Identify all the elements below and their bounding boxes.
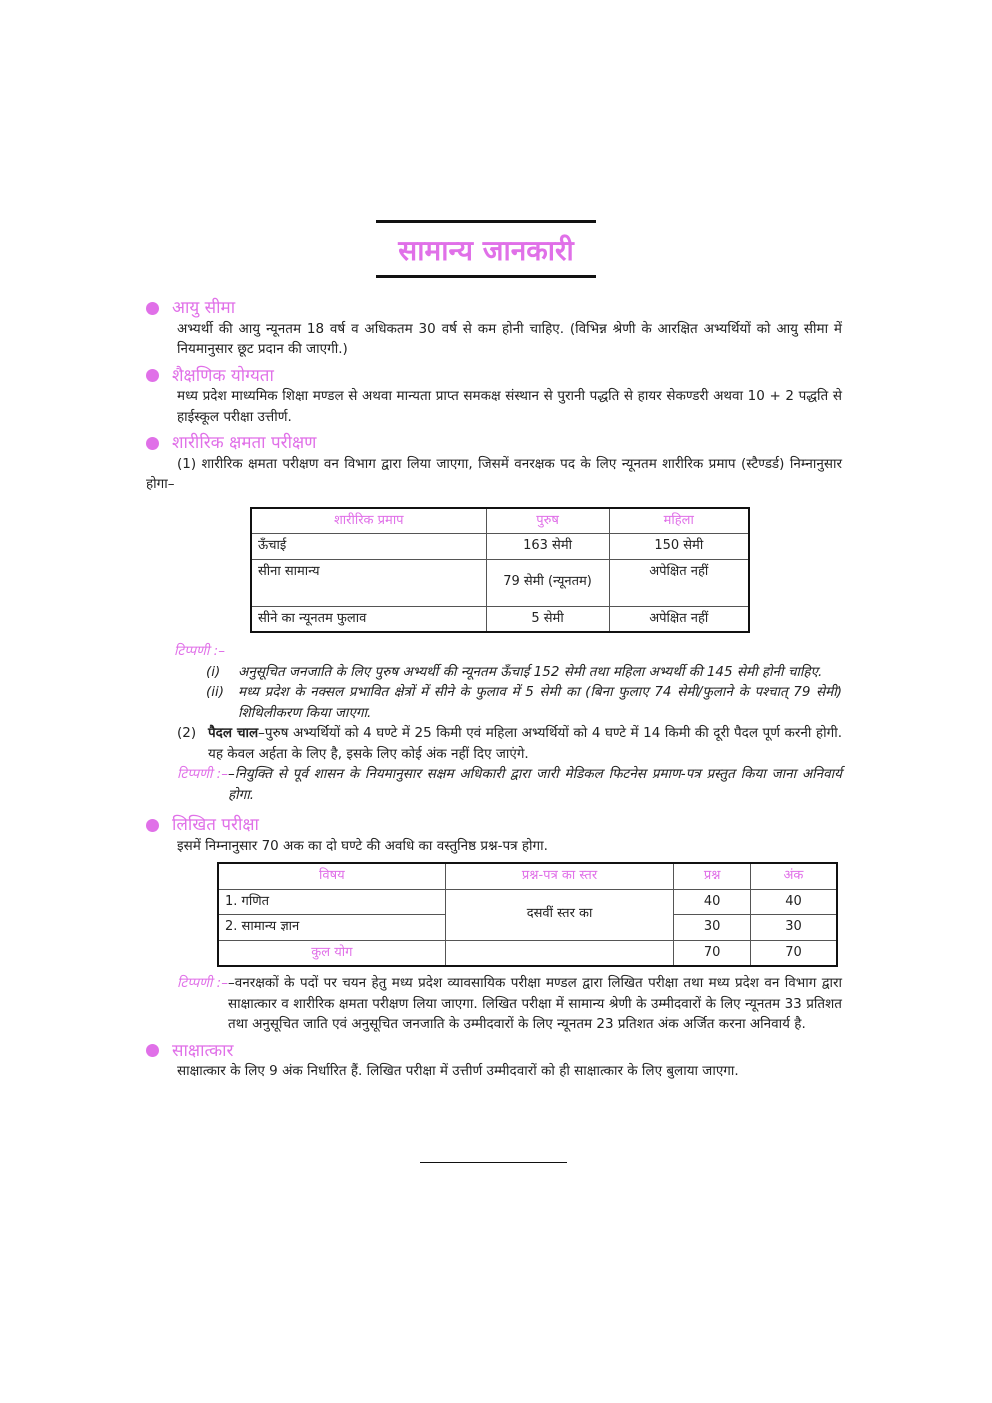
cell: 30 — [674, 915, 751, 941]
col-header: पुरुष — [486, 508, 609, 534]
medical-note — [146, 764, 842, 805]
content — [146, 292, 842, 1082]
written-exam-table — [217, 862, 838, 967]
cell: सीने का न्यूनतम फुलाव — [251, 606, 486, 632]
note-label: टिप्पणी :– — [177, 975, 228, 991]
heading-text: लिखित परीक्षा — [172, 815, 259, 835]
heading-edu — [146, 366, 842, 387]
cell: 1. गणित — [218, 889, 445, 915]
heading-text: साक्षात्कार — [172, 1040, 234, 1061]
heading-text: आयु सीमा — [172, 298, 236, 318]
cell: 40 — [674, 889, 751, 915]
heading-text: शारीरिक क्षमता परीक्षण — [172, 433, 317, 453]
written-text: इसमें निम्नानुसार 70 अक का दो घण्टे की अवधि का वस्तुनिष्ठ प्रश्न-पत्र होगा. — [177, 837, 548, 854]
heading-physical — [146, 433, 842, 454]
cell: सीना सामान्य — [251, 559, 486, 606]
item-number: (2) — [177, 725, 197, 741]
cell — [445, 940, 674, 966]
col-header: प्रश्न — [674, 863, 751, 889]
note-label: टिप्पणी :– — [177, 766, 228, 782]
heading-text: शैक्षणिक योग्यता — [172, 365, 274, 386]
total-row — [218, 940, 837, 966]
cell: 30 — [750, 915, 837, 941]
cell: 79 सेमी (न्यूनतम) — [486, 559, 609, 606]
note-label: टिप्पणी :– — [174, 643, 225, 659]
heading-age — [146, 298, 842, 319]
col-header: प्रश्न-पत्र का स्तर — [445, 863, 674, 889]
bullet-icon — [146, 302, 159, 315]
cell: 2. सामान्य ज्ञान — [218, 915, 445, 941]
table-row — [251, 606, 749, 632]
cell: 5 सेमी — [486, 606, 609, 632]
cell: 40 — [750, 889, 837, 915]
cell: दसवीं स्तर का — [445, 889, 674, 940]
edu-text: मध्य प्रदेश माध्यमिक शिक्षा मण्डल से अथवा मान्यता प्राप्त समकक्ष संस्थान से पुरानी पद्धति से हायर सेकण्डरी अथवा 10 + 2 पद्धति से हाईस्कूल परीक्षा उत्तीर्ण. — [177, 388, 842, 425]
cell: 150 सेमी — [609, 534, 749, 560]
table-row — [251, 559, 749, 606]
cell: अपेक्षित नहीं — [609, 559, 749, 606]
note-number: (ii) — [206, 684, 225, 700]
cell: 163 सेमी — [486, 534, 609, 560]
bullet-icon — [146, 369, 159, 382]
table-row — [251, 534, 749, 560]
physical-standards-table — [250, 507, 750, 634]
interview-text: साक्षात्कार के लिए 9 अंक निर्धारित हैं. लिखित परीक्षा में उत्तीर्ण उम्मीदवारों को ही साक्षात्कार के लिए बुलाया जाएगा. — [177, 1063, 739, 1079]
note-text: –नियुक्ति से पूर्व शासन के नियमानुसार सक्षम अधिकारी द्वारा जारी मेडिकल फिटनेस प्रमाण-पत्र प्रस्तुत किया जाना अनिवार्य होगा. — [227, 766, 842, 803]
note-text: मध्य प्रदेश के नक्सल प्रभावित क्षेत्रों में सीने के फुलाव में 5 सेमी का (बिना फुलाए 74 सेमी/फुलाने के पश्चात् 79 सेमी) शिथिलीकरण किया जाएगा. — [238, 684, 842, 721]
cell: ऊँचाई — [251, 534, 486, 560]
heading-interview — [146, 1041, 842, 1062]
bullet-icon — [146, 437, 159, 450]
col-header: विषय — [218, 863, 445, 889]
written-note — [146, 973, 842, 1035]
page-title: सामान्य जानकारी — [376, 220, 596, 278]
age-text: अभ्यर्थी की आयु न्यूनतम 18 वर्ष व अधिकतम 30 वर्ष से कम होनी चाहिए. (विभिन्न श्रेणी के आरक्षित अभ्यर्थियों को आयु सीमा में नियमानुसार छूट प्रदान की जाएगी.) — [177, 320, 842, 357]
note-text: –वनरक्षकों के पदों पर चयन हेतु मध्य प्रदेश व्यावसायिक परीक्षा मण्डल द्वारा लिखित परीक्षा तथा मध्य प्रदेश वन विभाग द्वारा साक्षात्कार व शारीरिक क्षमता परीक्षण लिया जाएगा. लिखित परीक्षा में सामान्य श्रेणी के उम्मीदवारों के लिए न्यूनतम 33 प्रतिशत तथा अनुसूचित जाति एवं अनुसूचित जनजाति के उम्मीदवारों के लिए न्यूनतम 23 प्रतिशत अंक अर्जित करना अनिवार्य है. — [227, 975, 842, 1032]
note-item — [146, 682, 842, 723]
walk-label: पैदल चाल — [208, 725, 259, 741]
cell: अपेक्षित नहीं — [609, 606, 749, 632]
cell: कुल योग — [218, 940, 445, 966]
bullet-icon — [146, 1044, 159, 1057]
end-divider — [420, 1162, 567, 1163]
col-header: शारीरिक प्रमाप — [251, 508, 486, 534]
cell: 70 — [750, 940, 837, 966]
note-text: अनुसूचित जनजाति के लिए पुरुष अभ्यर्थी की न्यूनतम ऊँचाई 152 सेमी तथा महिला अभ्यर्थी की 145 सेमी होनी चाहिए. — [238, 663, 823, 680]
cell: 70 — [674, 940, 751, 966]
physical-text: (1) शारीरिक क्षमता परीक्षण वन विभाग द्वारा लिया जाएगा, जिसमें वनरक्षक पद के लिए न्यूनतम शारीरिक प्रमाप (स्टैण्डर्ड) निम्नानुसार होगा– — [146, 455, 842, 492]
note-item — [146, 662, 842, 683]
walk-text: –पुरुष अभ्यर्थियों को 4 घण्टे में 25 किमी एवं महिला अभ्यर्थियों को 4 घण्टे में 14 किमी की दूरी पैदल पूर्ण करनी होगी. यह केवल अर्हता के लिए है, इसके लिए कोई अंक नहीं दिए जाएंगे. — [208, 725, 842, 762]
walk-item — [146, 723, 842, 764]
col-header: अंक — [750, 863, 837, 889]
col-header: महिला — [609, 508, 749, 534]
note-number: (i) — [206, 663, 221, 680]
heading-written — [146, 815, 842, 836]
bullet-icon — [146, 819, 159, 832]
table-row — [218, 889, 837, 915]
